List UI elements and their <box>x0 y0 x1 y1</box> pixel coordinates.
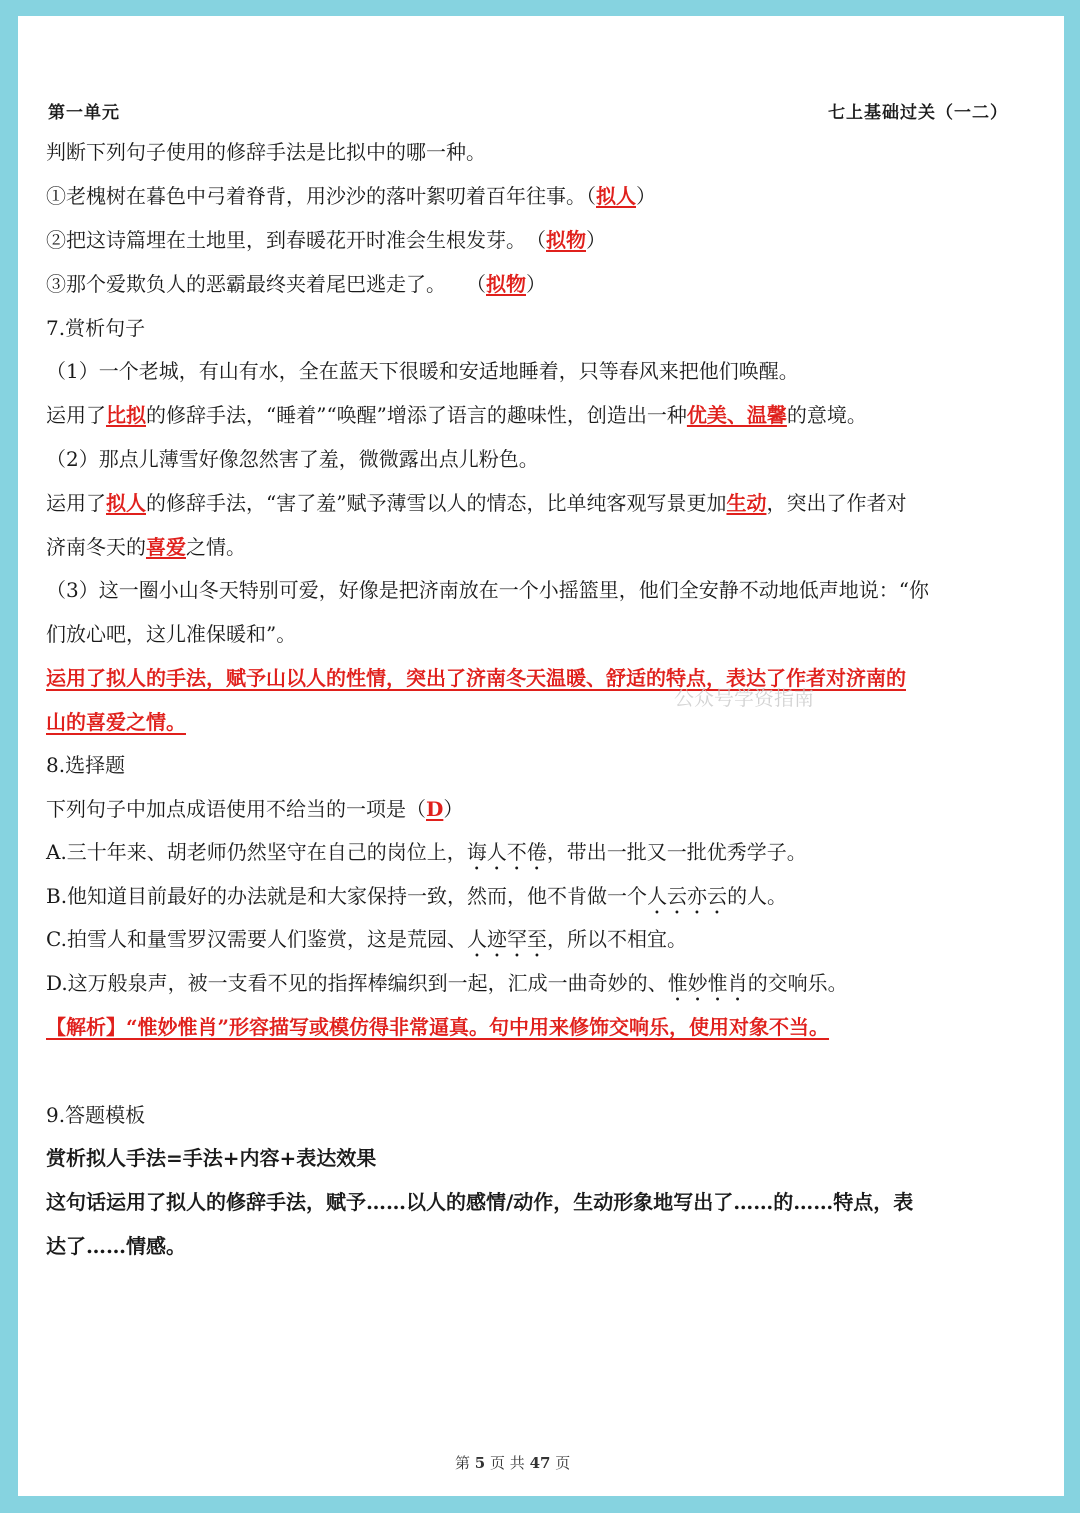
idiom-text: 人迹罕至 <box>466 927 547 951</box>
sentence-text: （2）那点儿薄雪好像忽然害了羞，微微露出点儿粉色。 <box>46 447 539 471</box>
idiom-text: 人云亦云 <box>647 884 728 908</box>
answer-text: 拟人 <box>596 184 636 208</box>
answer-text: 拟人 <box>106 491 146 515</box>
option-a: A.三十年来、胡老师仍然坚守在自己的岗位上，诲人不倦，带出一批又一批优秀学子。 <box>46 840 807 864</box>
page-number: 第 5 页 共 47 页 <box>455 1454 571 1472</box>
option-c: C.拍雪人和量雪罗汉需要人们鉴赏，这是荒园、人迹罕至，所以不相宜。 <box>46 927 687 951</box>
answer-text: 生动 <box>726 491 767 515</box>
document-page <box>18 16 1064 1496</box>
sentence-text: （1）一个老城，有山有水，全在蓝天下很暖和安适地睡着，只等春风来把他们唤醒。 <box>46 359 799 383</box>
idiom-text: 惟妙惟肖 <box>667 971 748 995</box>
answer-line: 济南冬天的喜爱之情。 <box>46 535 246 559</box>
answer-text: 拟物 <box>546 228 586 252</box>
list-item: ③那个爱欺负人的恶霸最终夹着尾巴逃走了。 （拟物） <box>46 272 546 296</box>
sentence-text: （3）这一圈小山冬天特别可爱，好像是把济南放在一个小摇篮里，他们全安静不动地低声地说：“你 <box>46 578 929 602</box>
doc-title: 七上基础过关（一二） <box>828 103 1008 123</box>
unit-label: 第一单元 <box>48 103 120 123</box>
question-text: 下列句子中加点成语使用不给当的一项是（D） <box>46 797 464 821</box>
list-item: ①老槐树在暮色中弓着脊背，用沙沙的落叶絮叨着百年往事。（拟人） <box>46 184 656 208</box>
template-text: 达了……情感。 <box>46 1234 186 1258</box>
section-title: 7.赏析句子 <box>46 316 146 340</box>
answer-text: 喜爱 <box>146 535 186 559</box>
answer-text: D <box>426 797 444 821</box>
answer-line: 运用了比拟的修辞手法，“睡着”“唤醒”增添了语言的趣味性，创造出一种优美、温馨的意境。 <box>46 403 867 427</box>
answer-text: 山的喜爱之情。 <box>46 710 186 734</box>
answer-text: 运用了拟人的手法，赋予山以人的性情，突出了济南冬天温暖、舒适的特点，表达了作者对济南的 <box>46 666 906 690</box>
template-text: 这句话运用了拟人的修辞手法，赋予……以人的感情/动作，生动形象地写出了……的……特点，表 <box>46 1190 914 1214</box>
intro-text: 判断下列句子使用的修辞手法是比拟中的哪一种。 <box>46 140 486 164</box>
answer-line: 运用了拟人的修辞手法，“害了羞”赋予薄雪以人的情态，比单纯客观写景更加生动，突出了作者对 <box>46 491 907 515</box>
formula-text: 赏析拟人手法=手法+内容+表达效果 <box>46 1146 377 1170</box>
sentence-text: 们放心吧，这儿准保暖和”。 <box>46 622 297 646</box>
option-b: B.他知道目前最好的办法就是和大家保持一致，然而，他不肯做一个人云亦云的人。 <box>46 884 788 908</box>
watermark: 公众号学资指南 <box>674 688 814 710</box>
option-d: D.这万般泉声，被一支看不见的指挥棒编织到一起，汇成一曲奇妙的、惟妙惟肖的交响乐。 <box>46 971 848 995</box>
idiom-text: 诲人不倦 <box>466 840 547 864</box>
analysis-text: 【解析】“惟妙惟肖”形容描写或模仿得非常逼真。句中用来修饰交响乐，使用对象不当。 <box>46 1015 830 1039</box>
answer-text: 比拟 <box>106 403 146 427</box>
answer-text: 优美、温馨 <box>686 403 787 427</box>
section-title: 9.答题模板 <box>46 1103 146 1127</box>
answer-text: 拟物 <box>486 272 526 296</box>
section-title: 8.选择题 <box>46 753 126 777</box>
list-item: ②把这诗篇埋在土地里，到春暖花开时准会生根发芽。 （拟物） <box>46 228 606 252</box>
